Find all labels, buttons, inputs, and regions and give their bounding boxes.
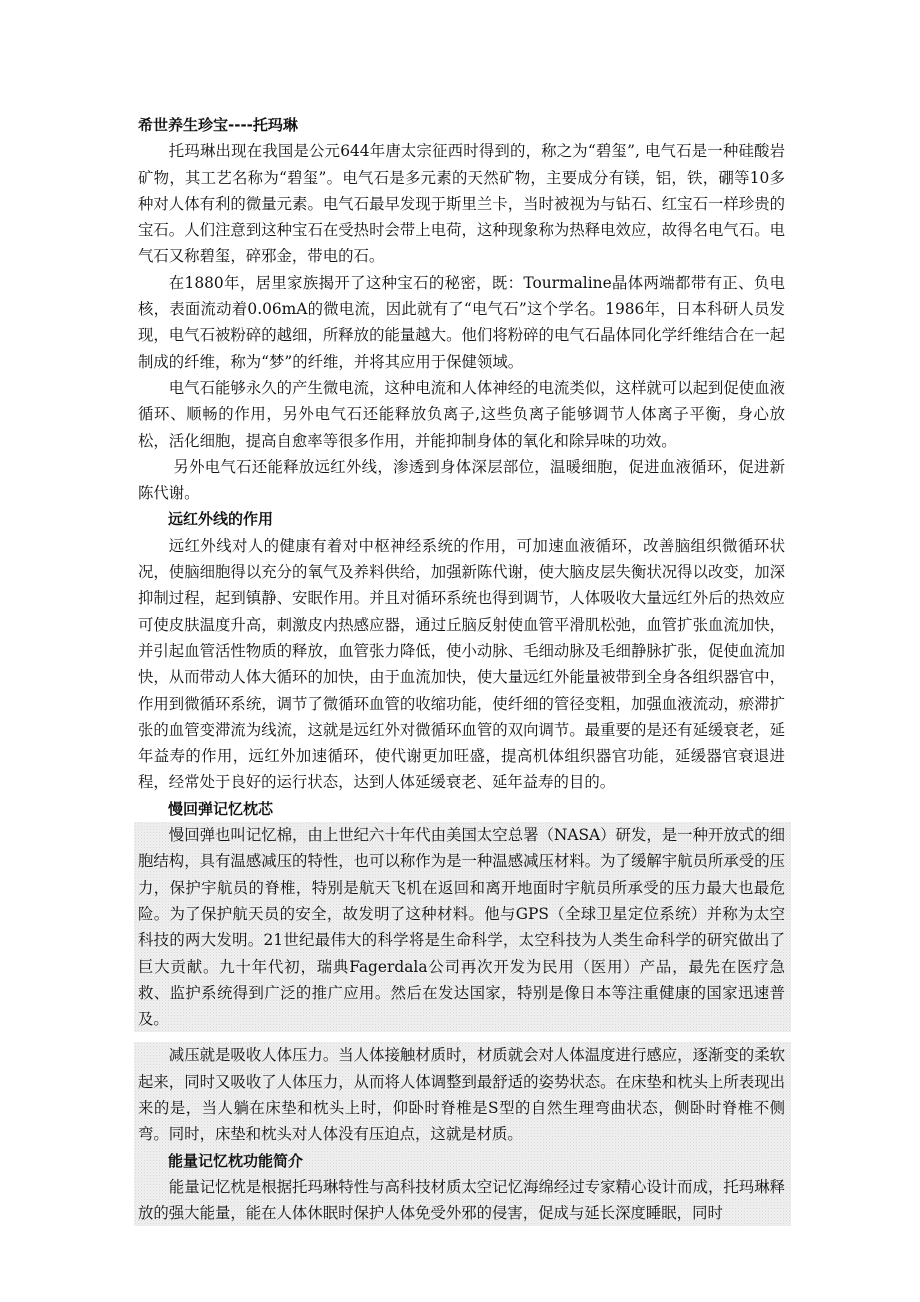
memory-foam-paragraph-2: 减压就是吸收人体压力。当人体接触材质时，材质就会对人体温度进行感应，逐渐变的柔软起来，同时又吸收了人体压力，从而将人体调整到最舒适的姿势状态。在床垫和枕头上所表现出来的是，当人躺在床垫和枕头上时，仰卧时脊椎是S型的自然生理弯曲状态，侧卧时脊椎不侧弯。同时，床垫和枕头对人体没有压迫点，这就是材质。: [138, 1046, 785, 1144]
paragraph-gap: [138, 1032, 785, 1042]
energy-pillow-paragraph: 能量记忆枕是根据托玛琳特性与高科技材质太空记忆海绵经过专家精心设计而成，托玛琳释放的强大能量，能在人体休眠时保护人体免受外邪的侵害，促成与延长深度睡眠，同时: [138, 1177, 785, 1223]
intro-paragraph-4: 另外电气石还能释放远红外线，渗透到身体深层部位，温暖细胞，促进血液循环，促进新陈代谢。: [138, 457, 785, 503]
document-body: [138, 112, 785, 1226]
far-infrared-heading: 远红外线的作用: [168, 510, 274, 529]
intro-paragraph-3: 电气石能够永久的产生微电流，这种电流和人体神经的电流类似，这样就可以起到促使血液循环、顺畅的作用，另外电气石还能释放负离子,这些负离子能够调节人体离子平衡，身心放松，活化细胞，提高自愈率等很多作用，并能抑制身体的氧化和除异味的功效。: [138, 378, 785, 450]
intro-paragraph-1: 托玛琳出现在我国是公元644年唐太宗征西时得到的，称之为“碧玺”, 电气石是一种硅酸岩矿物，其工艺名称为“碧玺”。电气石是多元素的天然矿物，主要成分有镁，铝，铁，硼等10多种对人体有利的微量元素。电气石最早发现于斯里兰卡，当时被视为与钻石、红宝石一样珍贵的宝石。人们注意到这种宝石在受热时会带上电荷，这种现象称为热释电效应，故得名电气石。电气石又称碧玺，碎邪金，带电的石。: [138, 142, 785, 266]
far-infrared-paragraph: 远红外线对人的健康有着对中枢神经系统的作用，可加速血液循环，改善脑组织微循环状况，使脑细胞得以充分的氧气及养料供给，加强新陈代谢，使大脑皮层失衡状况得以改变，加深抑制过程，起到镇静、安眠作用。并且对循环系统也得到调节，人体吸收大量远红外后的热效应可使皮肤温度升高，刺激皮内热感应器，通过丘脑反射使血管平滑肌松弛，血管扩张血流加快，并引起血管活性物质的释放，血管张力降低，使小动脉、毛细动脉及毛细静脉扩张，促使血流加快，从而带动人体大循环的加快，由于血流加快，使大量远红外能量被带到全身各组织器官中，作用到微循环系统，调节了微循环血管的收缩功能，使纤细的管径变粗，加强血液流动，瘀滞扩张的血管变滞流为线流，这就是远红外对微循环血管的双向调节。最重要的是还有延缓衰老，延年益寿的作用，远红外加速循环，使代谢更加旺盛，提高机体组织器官功能，延缓器官衰退进程，经常处于良好的运行状态，达到人体延缓衰老、延年益寿的目的。: [138, 536, 785, 792]
memory-foam-heading: 慢回弹记忆枕芯: [168, 799, 274, 818]
pressure-shaded-block: [134, 1042, 791, 1226]
energy-pillow-heading: 能量记忆枕功能简介: [168, 1151, 304, 1170]
intro-paragraph-2: 在1880年，居里家族揭开了这种宝石的秘密，既：Tourmaline晶体两端都带有正、负电核，表面流动着0.06mA的微电流，因此就有了“电气石”这个学名。1986年，日本科研人员发现，电气石被粉碎的越细，所释放的能量越大。他们将粉碎的电气石晶体同化学纤维结合在一起制成的纤维，称为“梦”的纤维，并将其应用于保健领域。: [138, 273, 785, 371]
memory-foam-shaded-block: [134, 822, 791, 1032]
document-title: 希世养生珍宝----托玛琳: [138, 116, 298, 134]
memory-foam-paragraph-1: 慢回弹也叫记忆棉，由上世纪六十年代由美国太空总署（NASA）研发，是一种开放式的细胞结构，具有温感减压的特性，也可以称作为是一种温感减压材料。为了缓解宇航员所承受的压力，保护宇航员的脊椎，特别是航天飞机在返回和离开地面时宇航员所承受的压力最大也最危险。为了保护航天员的安全，故发明了这种材料。他与GPS（全球卫星定位系统）并称为太空科技的两大发明。21世纪最伟大的科学将是生命科学，太空科技为人类生命科学的研究做出了巨大贡献。九十年代初，瑞典Fagerdala公司再次开发为民用（医用）产品，最先在医疗急救、监护系统得到广泛的推广应用。然后在发达国家，特别是像日本等注重健康的国家迅速普及。: [138, 826, 785, 1029]
